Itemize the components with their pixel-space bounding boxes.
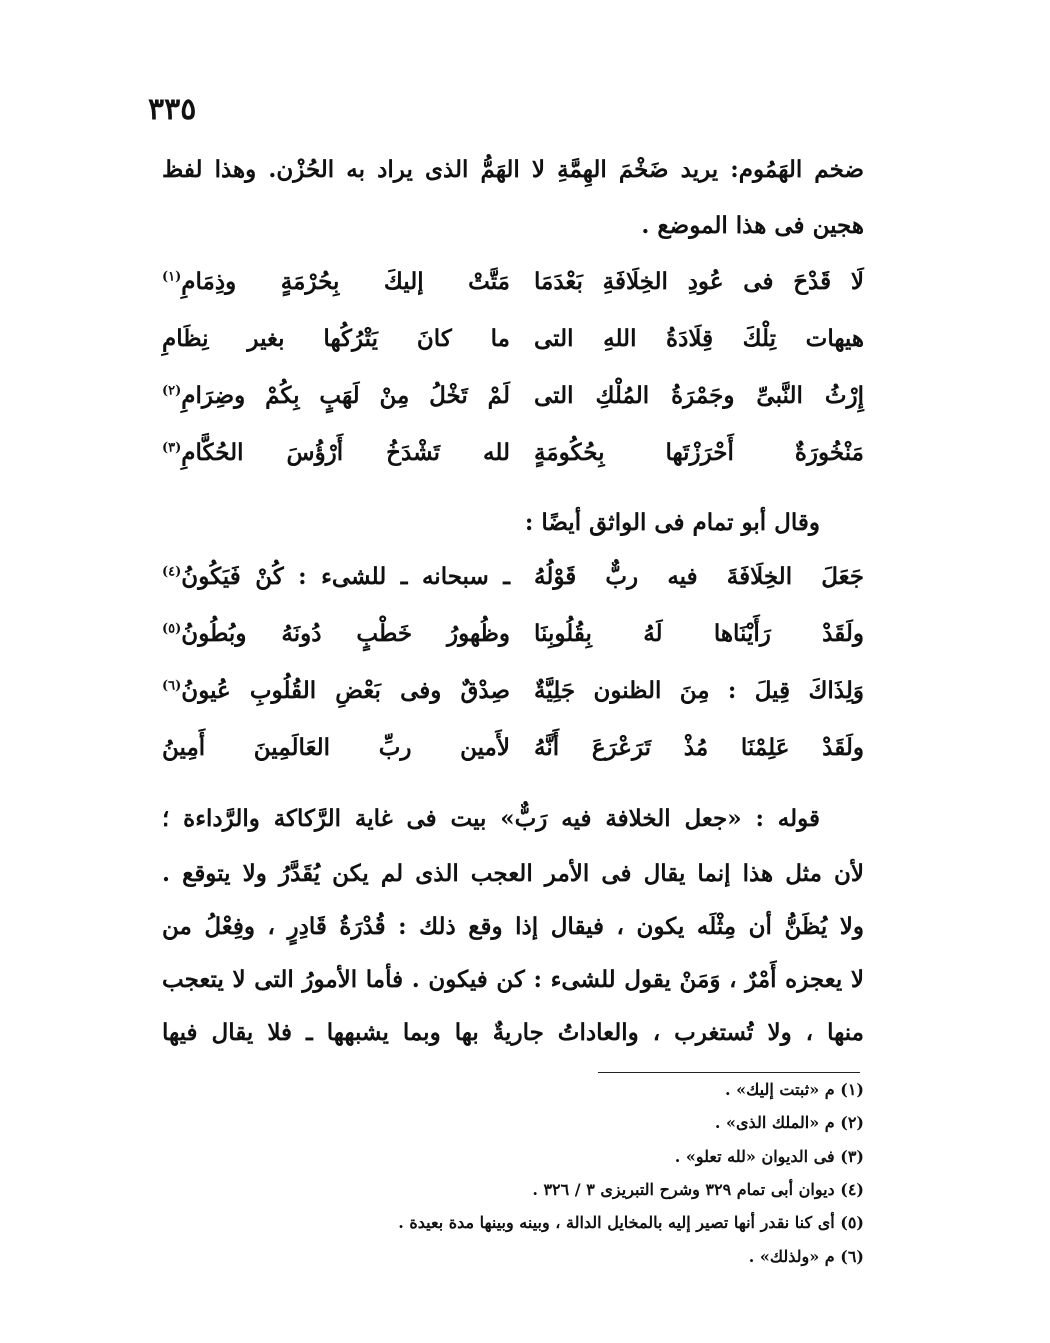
poem2-intro: وقال أبو تمام فى الواثق أيضًا : xyxy=(524,509,820,536)
verse-second-hemistich xyxy=(162,677,510,704)
verse-first-hemistich: ولَقَدْ رَأَيْنَاها لَهُ بِقُلُوبِنَا xyxy=(534,620,864,647)
verse-first-hemistich: ولَقَدْ عَلِمْنَا مُذْ تَرَعْرَعَ أَنَّهُ xyxy=(534,734,864,761)
verse-second-text: صِدْقٌ وفى بَعْضِ القُلُوبِ عُيونُ xyxy=(181,677,510,704)
verse-second-hemistich xyxy=(162,620,510,647)
paragraph2-line-1: قوله : «جعل الخلافة فيه رَبٌّ» بيت فى غاية الرَّكاكة والرَّداءة ؛ xyxy=(162,805,820,832)
verse-second-text: لَمْ تَخْلُ مِنْ لَهَبٍ بِكُمْ وضِرَامِ xyxy=(181,382,510,409)
paragraph2-line-5: منها ، ولا تُستغرب ، والعاداتُ جاريةٌ بها وبما يشبهها ـ فلا يقال فيها xyxy=(162,1019,864,1046)
verse-second-hemistich xyxy=(162,325,510,352)
verse-second-hemistich xyxy=(162,382,510,409)
poem1-verse-2 xyxy=(162,325,864,365)
footnote-number: (٤) xyxy=(840,1180,864,1199)
footnote-6 xyxy=(749,1247,864,1266)
verse-first-hemistich: وَلِذَاكَ قِيلَ : مِنَ الظنون جَلِيَّةٌ xyxy=(534,677,864,704)
verse-second-hemistich xyxy=(162,563,510,590)
verse-first-hemistich: هيهات تِلْكَ قِلَادَةُ اللهِ التى xyxy=(534,325,864,352)
footnote-ref: (٤) xyxy=(162,564,182,580)
paragraph2-line-3: ولا يُظَنُّ أن مِثْلَه يكون ، فيقال إذا وقع ذلك : قُدْرَةُ قَادِرٍ ، وفِعْلُ من xyxy=(162,913,864,940)
verse-second-text: ما كانَ يَتْرُكُها بغير نِظَامِ xyxy=(162,325,510,352)
verse-second-text: وظُهورُ خَطْبٍ دُونَهُ وبُطُونُ xyxy=(181,620,510,647)
verse-second-hemistich xyxy=(162,734,510,761)
footnote-text: م «ثبتت إليك» . xyxy=(725,1080,835,1099)
footnote-text: فى الديوان «لله تعلو» . xyxy=(674,1147,835,1166)
verse-first-hemistich: إِرْثُ النَّبىِّ وجَمْرَةُ المُلْكِ التى xyxy=(534,382,864,409)
poem1-verse-1 xyxy=(162,268,864,308)
footnote-divider xyxy=(598,1072,860,1073)
verse-second-text: لله تَشْدَخُ أَرْؤُسَ الحُكَّامِ xyxy=(181,439,510,466)
page-number: ٣٣٥ xyxy=(148,92,197,127)
paragraph1-line-1: ضخم الهَمُوم: يريد ضَخْمَ الهِمَّةِ لا الهَمُّ الذى يراد به الحُزْن. وهذا لفظ xyxy=(162,156,864,183)
footnote-ref: (٢) xyxy=(162,383,182,399)
poem1-verse-3 xyxy=(162,382,864,422)
paragraph2-line-4: لا يعجزه أَمْرٌ ، وَمَنْ يقول للشىء : كن فيكون . فأما الأمورُ التى لا يتعجب xyxy=(162,966,864,993)
poem2-verse-3 xyxy=(162,677,864,717)
footnote-4 xyxy=(532,1180,864,1199)
footnote-number: (٣) xyxy=(840,1147,864,1166)
footnote-number: (٦) xyxy=(840,1247,864,1266)
verse-second-hemistich xyxy=(162,439,510,466)
footnote-3 xyxy=(675,1147,864,1166)
verse-first-hemistich: لَا قَدْحَ فى عُودِ الخِلَافَةِ بَعْدَمَا xyxy=(534,268,864,295)
poem2-verse-1 xyxy=(162,563,864,603)
footnote-1 xyxy=(725,1080,864,1099)
footnote-text: م «الملك الذى» . xyxy=(714,1113,835,1132)
footnote-ref: (٦) xyxy=(162,678,182,694)
poem2-verse-2 xyxy=(162,620,864,660)
verse-second-text: مَتَّتْ إليكَ بِحُرْمَةٍ وذِمَامِ xyxy=(181,268,510,295)
poem2-verse-4 xyxy=(162,734,864,774)
footnote-number: (١) xyxy=(840,1080,864,1099)
verse-first-hemistich: جَعَلَ الخِلَافَةَ فيه ربٌّ قَوْلُهُ xyxy=(534,563,864,590)
poem1-verse-4 xyxy=(162,439,864,479)
footnote-number: (٥) xyxy=(840,1213,864,1232)
footnote-2 xyxy=(715,1113,864,1132)
paragraph2-line-2: لأن مثل هذا إنما يقال فى الأمر العجب الذى لم يكن يُقَدَّرُ ولا يتوقع . xyxy=(162,860,864,887)
footnote-text: م «ولذلك» . xyxy=(748,1247,835,1266)
verse-second-text: ـ سبحانه ـ للشىء : كُنْ فَيَكُونُ xyxy=(181,563,510,590)
verse-second-hemistich xyxy=(162,268,510,295)
footnote-text: ديوان أبى تمام ٣٢٩ وشرح التبريزى ٣ / ٣٢٦ . xyxy=(532,1180,835,1199)
verse-first-hemistich: مَنْخُورَةٌ أَحْرَزْتَها بِحُكُومَةٍ xyxy=(534,439,864,466)
footnote-5 xyxy=(398,1213,864,1232)
footnote-ref: (١) xyxy=(162,269,182,285)
footnote-ref: (٥) xyxy=(162,621,182,637)
footnote-number: (٢) xyxy=(840,1113,864,1132)
verse-second-text: لأَمين ربِّ العَالَمِينَ أَمِينُ xyxy=(162,734,510,761)
footnote-ref: (٣) xyxy=(162,440,182,456)
footnote-text: أى كنا نقدر أنها تصير إليه بالمخايل الدالة ، وبينه وبينها مدة بعيدة . xyxy=(398,1213,835,1232)
paragraph1-line-2: هجين فى هذا الموضع . xyxy=(641,212,864,239)
